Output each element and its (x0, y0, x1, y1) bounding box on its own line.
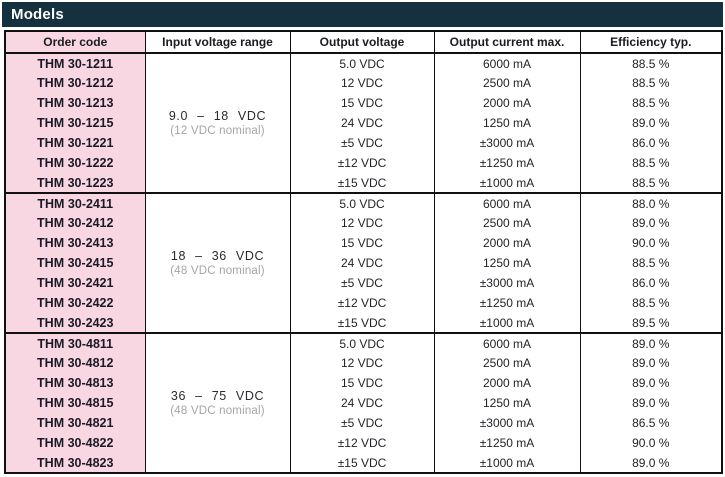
efficiency-cell: 88.5 % (580, 173, 722, 193)
order-code-cell: THM 30-2422 (5, 293, 145, 313)
order-code-cell: THM 30-1222 (5, 153, 145, 173)
output-voltage-cell: ±12 VDC (290, 293, 434, 313)
table-row (5, 233, 722, 253)
efficiency-cell: 88.0 % (580, 193, 722, 213)
output-voltage-cell: ±12 VDC (290, 153, 434, 173)
models-title-bar (2, 2, 723, 27)
header-row (5, 31, 722, 53)
table-row (5, 113, 722, 133)
order-code-cell: THM 30-1215 (5, 113, 145, 133)
order-code-cell: THM 30-4822 (5, 433, 145, 453)
efficiency-cell: 89.0 % (580, 453, 722, 473)
output-voltage-cell: 12 VDC (290, 213, 434, 233)
table-row (5, 173, 722, 193)
output-voltage-cell: 24 VDC (290, 393, 434, 413)
table-row (5, 413, 722, 433)
model-group-1 (5, 193, 722, 333)
output-current-cell: 1250 mA (434, 113, 580, 133)
table-row (5, 133, 722, 153)
order-code-cell: THM 30-2415 (5, 253, 145, 273)
table-row (5, 313, 722, 333)
table-row (5, 273, 722, 293)
order-code-cell: THM 30-1221 (5, 133, 145, 153)
efficiency-cell: 88.5 % (580, 53, 722, 73)
output-current-cell: ±1250 mA (434, 433, 580, 453)
efficiency-cell: 88.5 % (580, 73, 722, 93)
input-voltage-range-cell (145, 333, 290, 473)
input-voltage-range-cell (145, 53, 290, 193)
input-voltage-range-cell (145, 193, 290, 333)
order-code-cell: THM 30-2423 (5, 313, 145, 333)
table-row (5, 73, 722, 93)
model-group-0 (5, 53, 722, 193)
efficiency-cell: 88.5 % (580, 93, 722, 113)
input-range-nominal: (12 VDC nominal) (170, 125, 265, 137)
efficiency-cell: 89.5 % (580, 313, 722, 333)
output-current-cell: 1250 mA (434, 253, 580, 273)
input-range-value: 9.0 – 18 VDC (168, 109, 267, 123)
order-code-cell: THM 30-4811 (5, 333, 145, 353)
output-current-cell: 2500 mA (434, 213, 580, 233)
output-voltage-cell: ±12 VDC (290, 433, 434, 453)
output-current-cell: ±1250 mA (434, 293, 580, 313)
page-title: Models (11, 6, 64, 23)
order-code-cell: THM 30-1212 (5, 73, 145, 93)
efficiency-cell: 89.0 % (580, 353, 722, 373)
output-current-cell: 6000 mA (434, 53, 580, 73)
output-voltage-cell: 5.0 VDC (290, 333, 434, 353)
output-voltage-cell: ±5 VDC (290, 133, 434, 153)
output-voltage-cell: 15 VDC (290, 373, 434, 393)
column-header-output-voltage: Output voltage (290, 31, 434, 53)
table-row (5, 373, 722, 393)
output-current-cell: ±1000 mA (434, 313, 580, 333)
order-code-cell: THM 30-1213 (5, 93, 145, 113)
output-voltage-cell: ±15 VDC (290, 313, 434, 333)
output-current-cell: ±1250 mA (434, 153, 580, 173)
efficiency-cell: 89.0 % (580, 113, 722, 133)
table-row (5, 433, 722, 453)
table-row (5, 193, 722, 213)
efficiency-cell: 89.0 % (580, 213, 722, 233)
efficiency-cell: 90.0 % (580, 433, 722, 453)
output-current-cell: ±3000 mA (434, 273, 580, 293)
column-header-efficiency-typ: Efficiency typ. (580, 31, 722, 53)
column-header-input-voltage-range: Input voltage range (145, 31, 290, 53)
efficiency-cell: 89.0 % (580, 373, 722, 393)
table-row (5, 153, 722, 173)
input-range-nominal: (48 VDC nominal) (170, 265, 265, 277)
output-voltage-cell: 12 VDC (290, 353, 434, 373)
order-code-cell: THM 30-2413 (5, 233, 145, 253)
output-current-cell: ±1000 mA (434, 173, 580, 193)
model-group-2 (5, 333, 722, 473)
output-voltage-cell: 24 VDC (290, 253, 434, 273)
output-current-cell: ±3000 mA (434, 133, 580, 153)
order-code-cell: THM 30-1211 (5, 53, 145, 73)
output-voltage-cell: 5.0 VDC (290, 193, 434, 213)
column-header-output-current-max: Output current max. (434, 31, 580, 53)
output-current-cell: 6000 mA (434, 193, 580, 213)
efficiency-cell: 88.5 % (580, 153, 722, 173)
table-row (5, 253, 722, 273)
efficiency-cell: 86.5 % (580, 413, 722, 433)
output-voltage-cell: 12 VDC (290, 73, 434, 93)
output-current-cell: 6000 mA (434, 333, 580, 353)
table-row (5, 93, 722, 113)
output-voltage-cell: ±5 VDC (290, 413, 434, 433)
efficiency-cell: 90.0 % (580, 233, 722, 253)
models-table (4, 30, 723, 474)
column-header-order-code: Order code (5, 31, 145, 53)
output-voltage-cell: ±15 VDC (290, 453, 434, 473)
output-current-cell: 2000 mA (434, 373, 580, 393)
output-voltage-cell: 15 VDC (290, 233, 434, 253)
efficiency-cell: 89.0 % (580, 333, 722, 353)
table-row (5, 393, 722, 413)
input-range-value: 36 – 75 VDC (170, 389, 265, 403)
table-row (5, 353, 722, 373)
table-row (5, 453, 722, 473)
input-range-value: 18 – 36 VDC (170, 249, 265, 263)
output-voltage-cell: 5.0 VDC (290, 53, 434, 73)
order-code-cell: THM 30-4813 (5, 373, 145, 393)
output-current-cell: ±1000 mA (434, 453, 580, 473)
order-code-cell: THM 30-2412 (5, 213, 145, 233)
output-voltage-cell: ±15 VDC (290, 173, 434, 193)
efficiency-cell: 88.5 % (580, 253, 722, 273)
order-code-cell: THM 30-4821 (5, 413, 145, 433)
order-code-cell: THM 30-2411 (5, 193, 145, 213)
efficiency-cell: 88.5 % (580, 293, 722, 313)
efficiency-cell: 86.0 % (580, 273, 722, 293)
output-current-cell: 2000 mA (434, 233, 580, 253)
table-row (5, 333, 722, 353)
output-voltage-cell: 24 VDC (290, 113, 434, 133)
output-current-cell: 1250 mA (434, 393, 580, 413)
order-code-cell: THM 30-4812 (5, 353, 145, 373)
output-voltage-cell: ±5 VDC (290, 273, 434, 293)
table-header (5, 31, 722, 53)
order-code-cell: THM 30-4823 (5, 453, 145, 473)
table-row (5, 293, 722, 313)
output-current-cell: 2500 mA (434, 353, 580, 373)
output-current-cell: 2500 mA (434, 73, 580, 93)
table-row (5, 213, 722, 233)
output-current-cell: 2000 mA (434, 93, 580, 113)
order-code-cell: THM 30-1223 (5, 173, 145, 193)
output-voltage-cell: 15 VDC (290, 93, 434, 113)
efficiency-cell: 89.0 % (580, 393, 722, 413)
order-code-cell: THM 30-2421 (5, 273, 145, 293)
table-row (5, 53, 722, 73)
input-range-nominal: (48 VDC nominal) (170, 405, 265, 417)
output-current-cell: ±3000 mA (434, 413, 580, 433)
efficiency-cell: 86.0 % (580, 133, 722, 153)
order-code-cell: THM 30-4815 (5, 393, 145, 413)
